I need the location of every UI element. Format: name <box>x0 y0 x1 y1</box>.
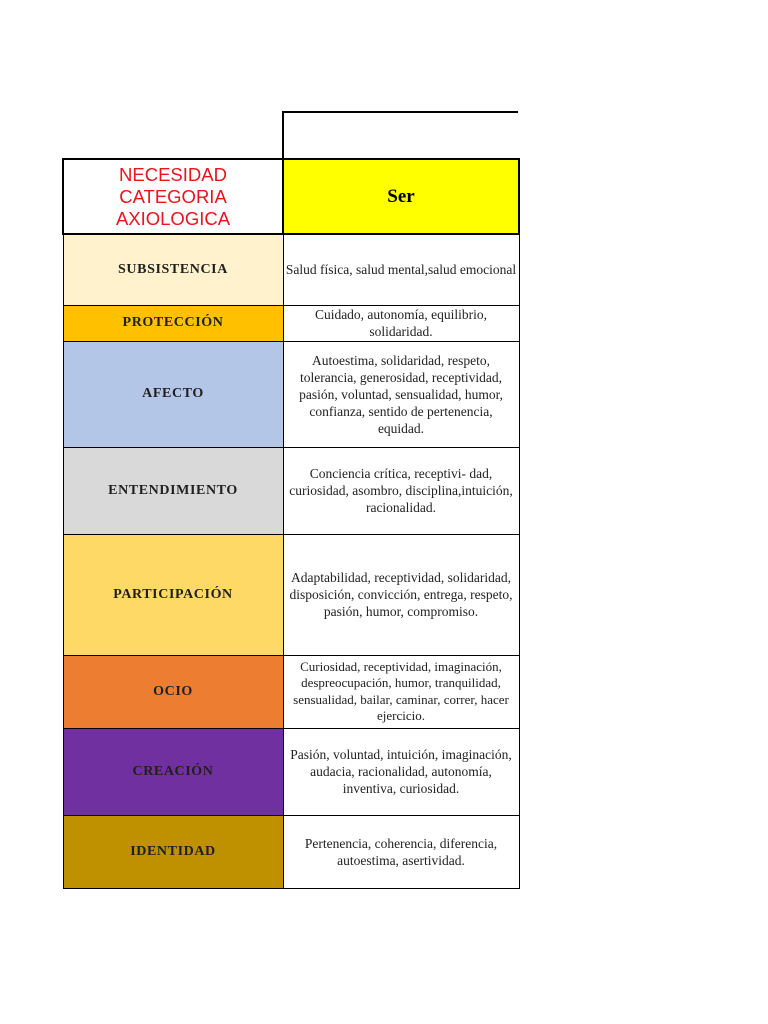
need-participacion[interactable]: PARTICIPACIÓN <box>63 534 283 655</box>
need-identidad[interactable]: IDENTIDAD <box>63 815 283 888</box>
ser-entendimiento[interactable]: Conciencia crítica, receptivi- dad, curiosidad, asombro, disciplina,intuición, racionalidad. <box>283 447 519 534</box>
top-header-cell <box>282 111 518 159</box>
table-row <box>63 341 519 447</box>
table-header-row <box>63 159 519 234</box>
table-row <box>63 534 519 655</box>
table-row <box>63 815 519 888</box>
need-creacion[interactable]: CREACIÓN <box>63 728 283 815</box>
table-row <box>63 234 519 305</box>
need-entendimiento[interactable]: ENTENDIMIENTO <box>63 447 283 534</box>
table-row <box>63 305 519 341</box>
ser-afecto[interactable]: Autoestima, solidaridad, respeto, tolerancia, generosidad, receptividad, pasión, voluntad, sensualidad, humor, confianza, sentido de pertenencia, equidad. <box>283 341 519 447</box>
header-necesidad[interactable]: NECESIDAD CATEGORIA AXIOLOGICA <box>63 159 283 234</box>
ser-participacion[interactable]: Adaptabilidad, receptividad, solidaridad, disposición, convicción, entrega, respeto, pasión, humor, compromiso. <box>283 534 519 655</box>
ser-proteccion[interactable]: Cuidado, autonomía, equilibrio, solidaridad. <box>283 305 519 341</box>
need-ocio[interactable]: OCIO <box>63 655 283 728</box>
needs-table <box>62 158 520 889</box>
ser-identidad[interactable]: Pertenencia, coherencia, diferencia, autoestima, asertividad. <box>283 815 519 888</box>
header-ser[interactable]: Ser <box>283 159 519 234</box>
ser-subsistencia[interactable]: Salud física, salud mental,salud emocional <box>283 234 519 305</box>
table-row <box>63 447 519 534</box>
need-subsistencia[interactable]: SUBSISTENCIA <box>63 234 283 305</box>
ser-creacion[interactable]: Pasión, voluntad, intuición, imaginación, audacia, racionalidad, autonomía, inventiva, curiosidad. <box>283 728 519 815</box>
need-proteccion[interactable]: PROTECCIÓN <box>63 305 283 341</box>
table-row <box>63 728 519 815</box>
ser-ocio[interactable]: Curiosidad, receptividad, imaginación, despreocupación, humor, tranquilidad, sensualidad, bailar, caminar, correr, hacer ejercicio. <box>283 655 519 728</box>
table-row <box>63 655 519 728</box>
need-afecto[interactable]: AFECTO <box>63 341 283 447</box>
